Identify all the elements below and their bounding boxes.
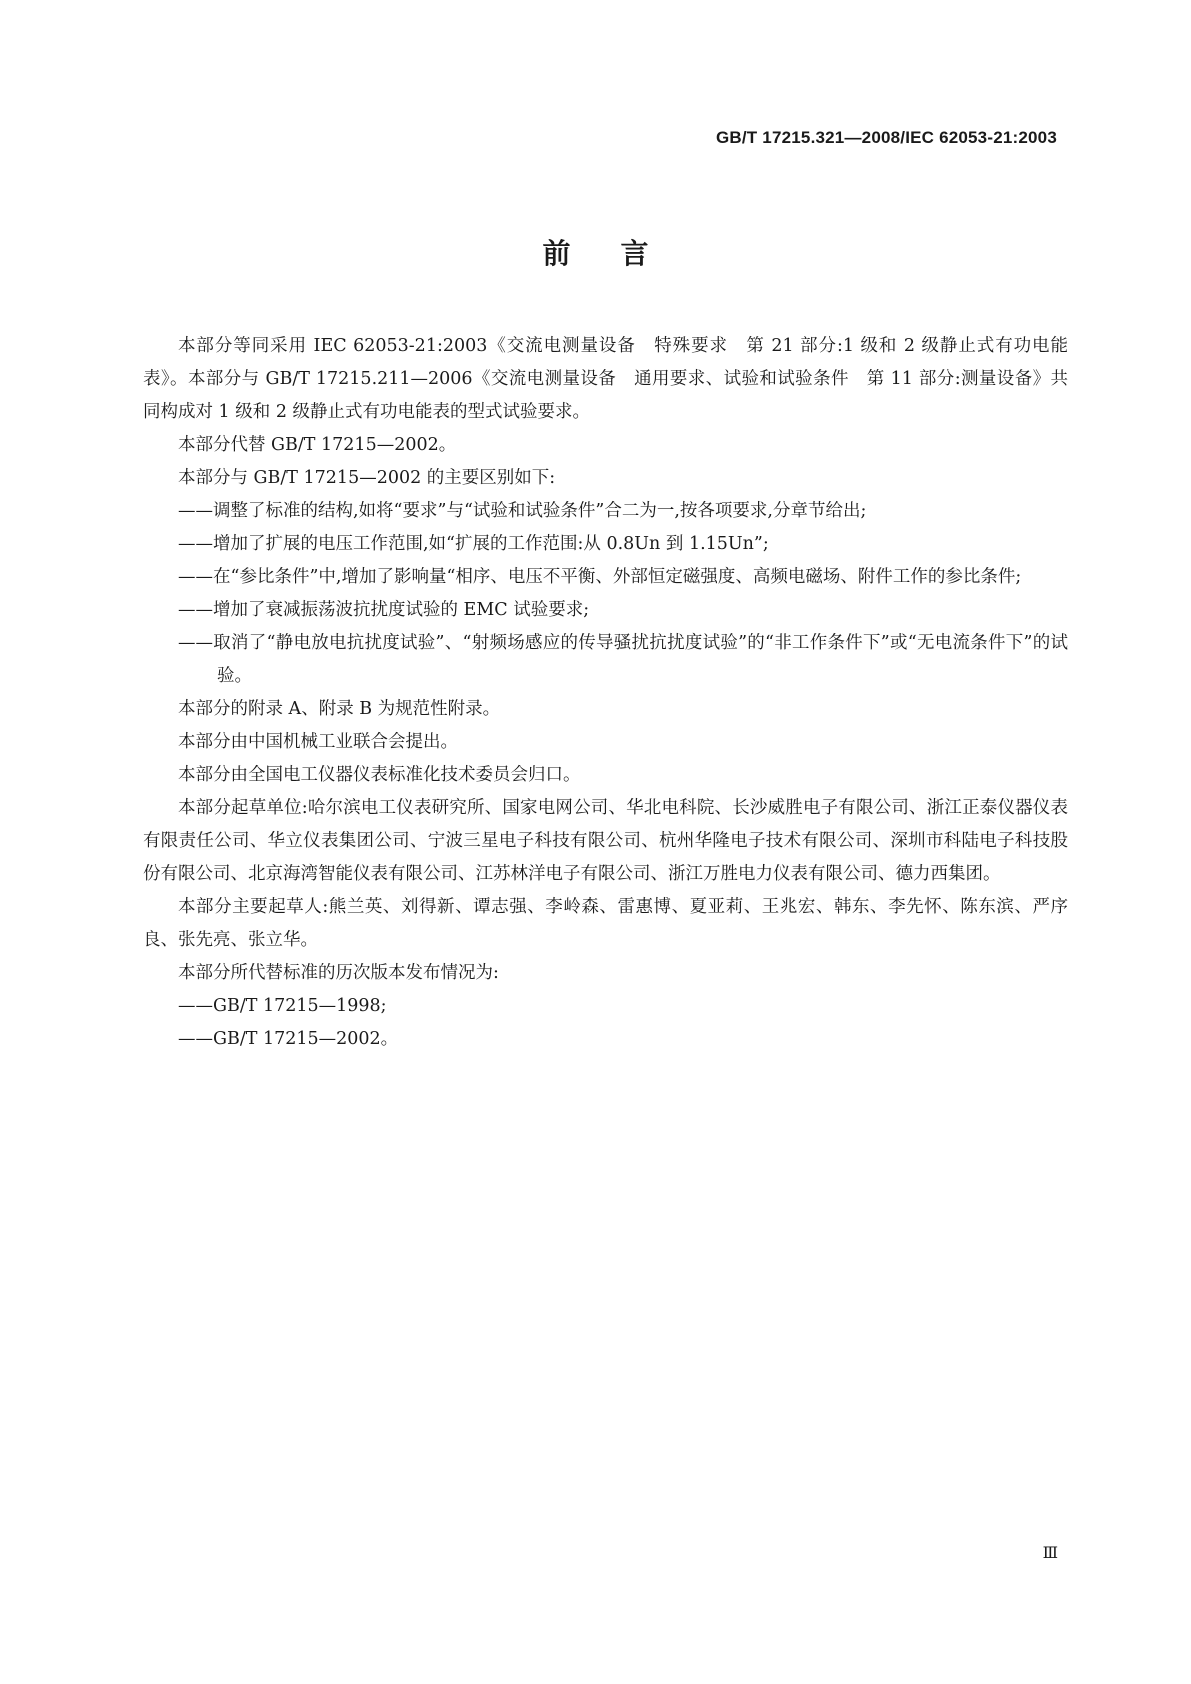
- page-number: Ⅲ: [1042, 1543, 1058, 1562]
- dash-list-item: ——GB/T 17215—2002。: [178, 1029, 399, 1049]
- paragraph: 本部分由全国电工仪器仪表标准化技术委员会归口。: [178, 765, 581, 785]
- paragraph: 本部分与 GB/T 17215—2002 的主要区别如下:: [178, 468, 556, 488]
- paragraph: 本部分起草单位:哈尔滨电工仪表研究所、国家电网公司、华北电科院、长沙威胜电子有限公司、浙江正泰仪器仪表有限责任公司、华立仪表集团公司、宁波三星电子科技有限公司、杭州华隆电子技术有限公司、深圳市科陆电子科技股份有限公司、北京海湾智能仪表有限公司、江苏林洋电子有限公司、浙江万胜电力仪表有限公司、德力西集团。: [143, 798, 1068, 884]
- page-title: 前言: [542, 237, 699, 270]
- dash-list-item: ——增加了衰减振荡波抗扰度试验的 EMC 试验要求;: [178, 600, 590, 620]
- dash-list-item: ——取消了“静电放电抗扰度试验”、“射频场感应的传导骚扰抗扰度试验”的“非工作条件下”或“无电流条件下”的试验。: [178, 633, 1068, 686]
- paragraph: 本部分主要起草人:熊兰英、刘得新、谭志强、李岭森、雷惠博、夏亚莉、王兆宏、韩东、李先怀、陈东滨、严序良、张先亮、张立华。: [143, 897, 1068, 950]
- paragraph: 本部分等同采用 IEC 62053-21:2003《交流电测量设备 特殊要求 第 21 部分:1 级和 2 级静止式有功电能表》。本部分与 GB/T 17215.211—2006《交流电测量设备 通用要求、试验和试验条件 第 11 部分:测量设备》共同构成对 1 级和 2 级静止式有功电能表的型式试验要求。: [143, 336, 1068, 422]
- foreword-body: [143, 330, 1068, 1056]
- paragraph: 本部分由中国机械工业联合会提出。: [178, 732, 458, 752]
- paragraph: 本部分的附录 A、附录 B 为规范性附录。: [178, 699, 501, 719]
- standard-code-header: GB/T 17215.321—2008/IEC 62053-21:2003: [715, 128, 1057, 147]
- dash-list-item: ——在“参比条件”中,增加了影响量“相序、电压不平衡、外部恒定磁强度、高频电磁场、附件工作的参比条件;: [178, 567, 1022, 587]
- dash-list-item: ——增加了扩展的电压工作范围,如“扩展的工作范围:从 0.8Un 到 1.15Un”;: [178, 534, 769, 554]
- paragraph: 本部分代替 GB/T 17215—2002。: [178, 435, 457, 455]
- dash-list-item: ——GB/T 17215—1998;: [178, 996, 387, 1016]
- paragraph: 本部分所代替标准的历次版本发布情况为:: [178, 963, 499, 983]
- dash-list-item: ——调整了标准的结构,如将“要求”与“试验和试验条件”合二为一,按各项要求,分章节给出;: [178, 501, 867, 521]
